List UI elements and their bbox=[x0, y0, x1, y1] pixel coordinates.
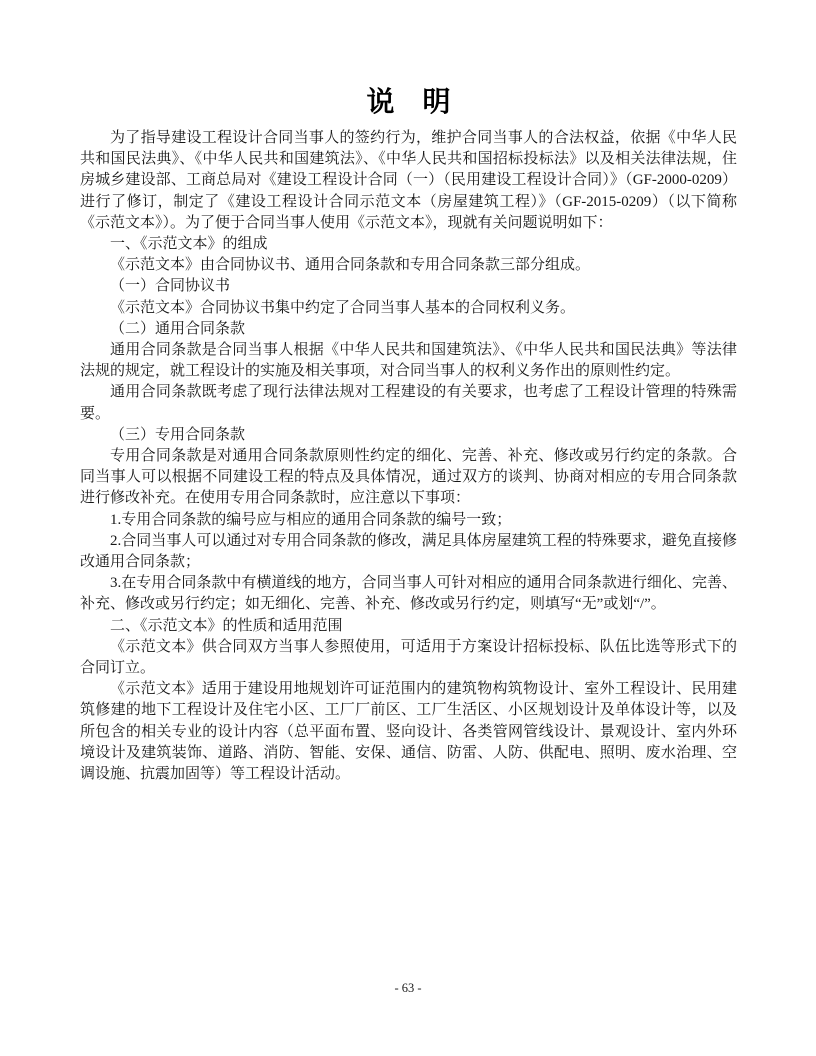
paragraph: 为了指导建设工程设计合同当事人的签约行为，维护合同当事人的合法权益，依据《中华人民共和国民法典》、《中华人民共和国建筑法》、《中华人民共和国招标投标法》以及相关法律法规，住房城乡建设部、工商总局对《建设工程设计合同（一）（民用建设工程设计合同）》（GF-2000-0209）进行了修订，制定了《建设工程设计合同示范文本（房屋建筑工程）》（GF-2015-0209）（以下简称《示范文本》）。为了便于合同当事人使用《示范文本》，现就有关问题说明如下： bbox=[80, 130, 737, 231]
list-item: 2.合同当事人可以通过对专用合同条款的修改，满足具体房屋建筑工程的特殊要求，避免直接修改通用合同条款； bbox=[80, 532, 737, 571]
paragraph: 通用合同条款既考虑了现行法律法规对工程建设的有关要求，也考虑了工程设计管理的特殊需要。 bbox=[80, 384, 737, 422]
section-heading: 一、《示范文本》的组成 bbox=[110, 236, 268, 253]
paragraph: 《示范文本》由合同协议书、通用合同条款和专用合同条款三部分组成。 bbox=[110, 257, 591, 274]
paragraph: 《示范文本》供合同双方当事人参照使用，可适用于方案设计招标投标、队伍比选等形式下的合同订立。 bbox=[80, 638, 737, 677]
page-title: 说 明 bbox=[366, 87, 451, 118]
subsection-heading: （二）通用合同条款 bbox=[110, 320, 246, 337]
paragraph: 《示范文本》合同协议书集中约定了合同当事人基本的合同权利义务。 bbox=[110, 299, 576, 316]
subsection-heading: （一）合同协议书 bbox=[110, 278, 231, 295]
list-item: 1.专用合同条款的编号应与相应的通用合同条款的编号一致； bbox=[110, 511, 512, 528]
subsection-heading: （三）专用合同条款 bbox=[110, 426, 246, 443]
section-heading: 二、《示范文本》的性质和适用范围 bbox=[110, 617, 343, 634]
paragraph: 专用合同条款是对通用合同条款原则性约定的细化、完善、补充、修改或另行约定的条款。合同当事人可以根据不同建设工程的特点及具体情况，通过双方的谈判、协商对相应的专用合同条款进行修改补充。在使用专用合同条款时，应注意以下事项： bbox=[80, 448, 737, 507]
page-number: - 63 - bbox=[394, 981, 422, 995]
document-content bbox=[80, 84, 737, 785]
list-item: 3.在专用合同条款中有横道线的地方，合同当事人可针对相应的通用合同条款进行细化、完善、补充、修改或另行约定；如无细化、完善、补充、修改或另行约定，则填写“无”或划“/”。 bbox=[80, 575, 737, 613]
paragraph: 通用合同条款是合同当事人根据《中华人民共和国建筑法》、《中华人民共和国民法典》等法律法规的规定，就工程设计的实施及相关事项，对合同当事人的权利义务作出的原则性约定。 bbox=[80, 342, 737, 380]
paragraph: 《示范文本》适用于建设用地规划许可证范围内的建筑物构筑物设计、室外工程设计、民用建筑修建的地下工程设计及住宅小区、工厂厂前区、工厂生活区、小区规划设计及单体设计等，以及所包含的相关专业的设计内容（总平面布置、竖向设计、各类管网管线设计、景观设计、室内外环境设计及建筑装饰、道路、消防、智能、安保、通信、防雷、人防、供配电、照明、废水治理、空调设施、抗震加固等）等工程设计活动。 bbox=[80, 681, 737, 783]
document-body bbox=[80, 128, 737, 785]
